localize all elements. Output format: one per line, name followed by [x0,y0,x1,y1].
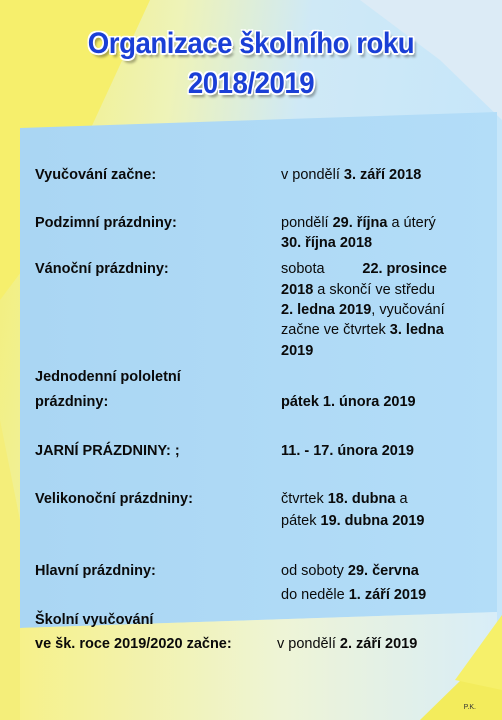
value-skolni: v pondělí 2. září 2019 [277,636,418,652]
value-vanocni-5: 2019 [281,343,314,359]
value-vanocni-2: 2018 a skončí ve středu [281,282,435,298]
value-hlavni-1: od soboty 29. června [281,563,419,579]
label-podzimni: Podzimní prázdniny: [35,215,177,231]
value-podzimni-1: pondělí 29. října a úterý [281,215,436,231]
label-pololetni-1: Jednodenní pololetní [35,369,181,385]
value-vanocni-4: začne ve čtvrtek 3. ledna [281,322,444,338]
title-line-1: Organizace školního roku [87,27,415,60]
label-skolni-2: ve šk. roce 2019/2020 začne: [35,636,232,652]
title-line-2: 2018/2019 [187,67,315,100]
label-skolni-1: Školní vyučování [35,612,154,628]
value-hlavni-2: do neděle 1. září 2019 [281,587,427,603]
value-vyucovani: v pondělí 3. září 2018 [281,167,422,183]
value-jarni: 11. - 17. února 2019 [281,443,414,459]
label-velikonocni: Velikonoční prázdniny: [35,491,193,507]
value-podzimni-2: 30. října 2018 [281,235,373,251]
value-pololetni: pátek 1. února 2019 [281,394,416,410]
label-pololetni-2: prázdniny: [35,394,109,410]
label-vyucovani: Vyučování začne: [35,167,157,183]
signature: P.K. [463,704,476,711]
page-title [20,24,482,104]
label-jarni: JARNÍ PRÁZDNINY: ; [35,443,180,459]
label-hlavni: Hlavní prázdniny: [35,563,156,579]
value-vanocni-3: 2. ledna 2019, vyučování [281,302,445,318]
value-velikonocni-1: čtvrtek 18. dubna a [281,491,408,507]
value-vanocni-1: sobota 22. prosince [281,261,447,277]
label-vanocni: Vánoční prázdniny: [35,261,169,277]
value-velikonocni-2: pátek 19. dubna 2019 [281,513,425,529]
